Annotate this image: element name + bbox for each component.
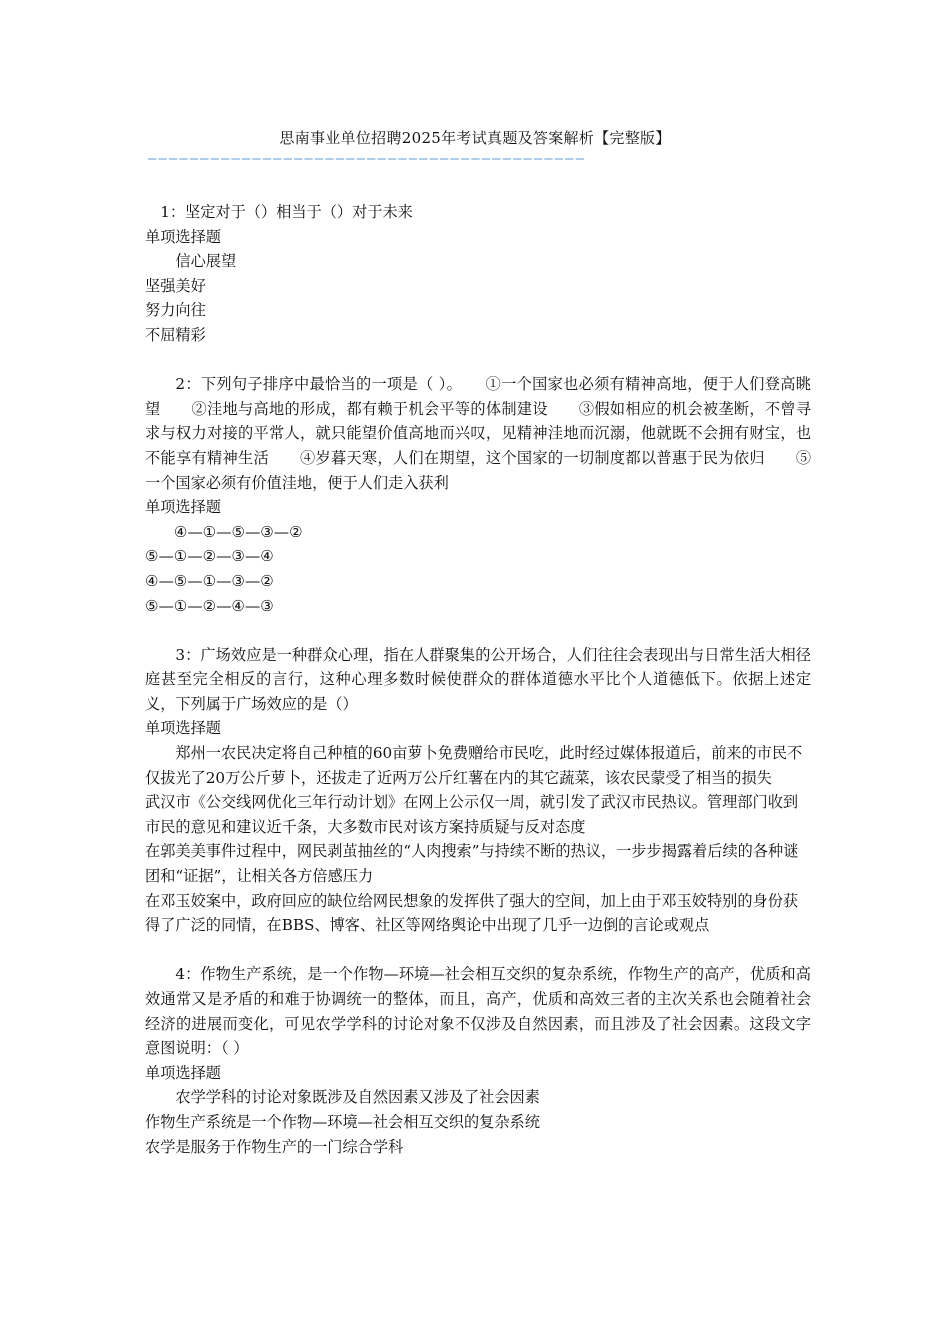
question-stem: 2：下列句子排序中最恰当的一项是（ ）。 ①一个国家也必须有精神高地，便于人们登高眺望 ②洼地与高地的形成，都有赖于机会平等的体制建设 ③假如相应的机会被垄断，不曾寻求与权力对接的平常人，就只能望价值高地而兴叹，见精神洼地而沉溺，他就既不会拥有财宝，也不能享有精神生活 ④岁暮天寒，人们在期望，这个国家的一切制度都以普惠于民为依归 ⑤一个国家必须有价值洼地，便于人们走入获利 [145, 375, 811, 492]
option-c: 农学是服务于作物生产的一门综合学科 [145, 1137, 404, 1156]
option-b: 武汉市《公交线网优化三年行动计划》在网上公示仅一周，就引发了武汉市民热议。管理部门收到市民的意见和建议近千条，大多数市民对该方案持质疑与反对态度 [145, 793, 799, 836]
question-4 [145, 962, 811, 1159]
option-a: 农学学科的讨论对象既涉及自然因素又涉及了社会因素 [175, 1088, 540, 1107]
option-b: 坚强美好 [145, 276, 206, 295]
question-type: 单项选择题 [145, 227, 221, 246]
option-a: ④—①—⑤—③—② [173, 522, 303, 541]
option-d: 不屈精彩 [145, 325, 206, 344]
question-type: 单项选择题 [145, 1063, 221, 1082]
option-c: 努力向往 [145, 301, 206, 320]
option-a: 郑州一农民决定将自己种植的60亩萝卜免费赠给市民吃，此时经过媒体报道后，前来的市民不仅拔光了20万公斤萝卜，还拔走了近两万公斤红薯在内的其它蔬菜，该农民蒙受了相当的损失 [145, 744, 803, 787]
option-c: ④—⑤—①—③—② [145, 571, 274, 590]
question-1 [145, 200, 811, 348]
title-divider: —————————————————————————————————————————— [148, 151, 587, 167]
question-3 [145, 643, 811, 938]
question-type: 单项选择题 [145, 498, 221, 517]
option-c: 在郭美美事件过程中，网民剥茧抽丝的“人肉搜索”与持续不断的热议，一步步揭露着后续的各种谜团和“证据”，让相关各方倍感压力 [145, 842, 799, 886]
option-b: 作物生产系统是一个作物—环境—社会相互交织的复杂系统 [145, 1112, 540, 1131]
question-stem: 4：作物生产系统，是一个作物—环境—社会相互交织的复杂系统，作物生产的高产，优质和高效通常又是矛盾的和难于协调统一的整体，而且，高产，优质和高效三者的主次关系也会随着社会经济的进展而变化，可见农学学科的讨论对象不仅涉及自然因素，而且涉及了社会因素。这段文字意图说明：（ ） [145, 965, 811, 1058]
document-body [145, 200, 811, 1184]
question-stem: 1：坚定对于（）相当于（）对于未来 [160, 203, 413, 221]
option-a: 信心展望 [175, 252, 237, 271]
question-stem: 3：广场效应是一种群众心理，指在人群聚集的公开场合，人们往往会表现出与日常生活大相径庭甚至完全相反的言行，这种心理多数时候使群众的群体道德水平比个人道德低下。依据上述定义，下列属于广场效应的是（） [145, 645, 811, 713]
option-d: 在邓玉姣案中，政府回应的缺位给网民想象的发挥供了强大的空间，加上由于邓玉姣特别的身份获得了广泛的同情，在BBS、博客、社区等网络舆论中出现了几乎一边倒的言论或观点 [145, 891, 799, 935]
document-title: 思南事业单位招聘2025年考试真题及答案解析【完整版】 [279, 129, 671, 147]
option-b: ⑤—①—②—③—④ [145, 547, 274, 566]
question-2 [145, 372, 811, 618]
question-type: 单项选择题 [145, 719, 221, 738]
option-d: ⑤—①—②—④—③ [145, 596, 274, 615]
